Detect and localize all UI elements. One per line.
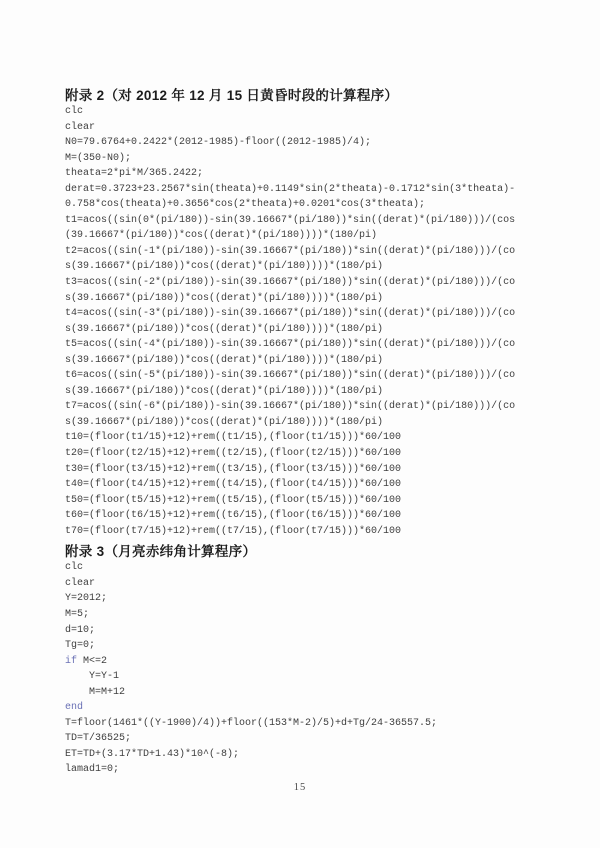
code-line: theata=2*pi*M/365.2422; xyxy=(65,168,204,180)
code-line: if M<=2 xyxy=(65,655,108,667)
code-line: derat=0.3723+23.2567*sin(theata)+0.1149*sin(2*theata)-0.1712*sin(3*theata)- xyxy=(65,183,516,195)
page-number: 15 xyxy=(293,782,307,793)
appendix-3-title: 附录 3（月亮赤纬角计算程序） xyxy=(65,544,257,560)
code-line: (39.16667*(pi/180))*cos((derat)*(pi/180))))*(180/pi) xyxy=(65,230,378,242)
code-line: t3=acos((sin(-2*(pi/180))-sin(39.16667*(pi/180))*sin((derat)*(pi/180)))/(co xyxy=(65,277,516,289)
code-line: ET=TD+(3.17*TD+1.43)*10^(-8); xyxy=(65,748,240,760)
code-line: s(39.16667*(pi/180))*cos((derat)*(pi/180))))*(180/pi) xyxy=(65,261,384,273)
code-line: t6=acos((sin(-5*(pi/180))-sin(39.16667*(pi/180))*sin((derat)*(pi/180)))/(co xyxy=(65,370,516,382)
code-line: clear xyxy=(65,121,96,133)
matlab-keyword: end xyxy=(65,702,84,714)
matlab-keyword: if xyxy=(65,655,78,667)
code-line: s(39.16667*(pi/180))*cos((derat)*(pi/180))))*(180/pi) xyxy=(65,354,384,366)
code-line: M=M+12 xyxy=(65,686,126,698)
code-line: d=10; xyxy=(65,624,96,636)
code-line: t1=acos((sin(0*(pi/180))-sin(39.16667*(pi/180))*sin((derat)*(pi/180)))/(cos xyxy=(65,214,516,226)
code-line: lamad1=0; xyxy=(65,764,120,776)
code-line: t60=(floor(t6/15)+12)+rem((t6/15),(floor(t6/15)))*60/100 xyxy=(65,510,402,522)
code-line: clc xyxy=(65,562,84,574)
code-line: t40=(floor(t4/15)+12)+rem((t4/15),(floor(t4/15)))*60/100 xyxy=(65,479,402,491)
code-line: N0=79.6764+0.2422*(2012-1985)-floor((2012-1985)/4); xyxy=(65,137,372,149)
code-line: clc xyxy=(65,106,84,117)
code-line: s(39.16667*(pi/180))*cos((derat)*(pi/180))))*(180/pi) xyxy=(65,416,384,428)
appendix-2-title: 附录 2（对 2012 年 12 月 15 日黄昏时段的计算程序） xyxy=(65,88,399,103)
code-line: s(39.16667*(pi/180))*cos((derat)*(pi/180))))*(180/pi) xyxy=(65,385,384,397)
code-line: t4=acos((sin(-3*(pi/180))-sin(39.16667*(pi/180))*sin((derat)*(pi/180)))/(co xyxy=(65,308,516,320)
page-content xyxy=(65,87,547,778)
code-line: M=(350-N0); xyxy=(65,152,132,164)
code-line: Y=2012; xyxy=(65,593,108,605)
code-line: t5=acos((sin(-4*(pi/180))-sin(39.16667*(pi/180))*sin((derat)*(pi/180)))/(co xyxy=(65,339,516,351)
appendix-2-code-block xyxy=(65,104,547,539)
code-line: s(39.16667*(pi/180))*cos((derat)*(pi/180))))*(180/pi) xyxy=(65,292,384,304)
appendix-3-code-block xyxy=(65,560,547,778)
code-line: t30=(floor(t3/15)+12)+rem((t3/15),(floor(t3/15)))*60/100 xyxy=(65,463,402,475)
code-line: t7=acos((sin(-6*(pi/180))-sin(39.16667*(pi/180))*sin((derat)*(pi/180)))/(co xyxy=(65,401,516,413)
code-line: t10=(floor(t1/15)+12)+rem((t1/15),(floor(t1/15)))*60/100 xyxy=(65,432,402,444)
code-line: t70=(floor(t7/15)+12)+rem((t7/15),(floor(t7/15)))*60/100 xyxy=(65,525,402,537)
code-line: t2=acos((sin(-1*(pi/180))-sin(39.16667*(pi/180))*sin((derat)*(pi/180)))/(co xyxy=(65,245,516,257)
code-line: t50=(floor(t5/15)+12)+rem((t5/15),(floor(t5/15)))*60/100 xyxy=(65,494,402,506)
code-line: Tg=0; xyxy=(65,640,96,652)
code-line: t20=(floor(t2/15)+12)+rem((t2/15),(floor(t2/15)))*60/100 xyxy=(65,448,402,460)
code-line: clear xyxy=(65,577,96,589)
appendix-2-section xyxy=(65,87,547,539)
code-line: s(39.16667*(pi/180))*cos((derat)*(pi/180))))*(180/pi) xyxy=(65,323,384,335)
code-line: Y=Y-1 xyxy=(65,671,120,683)
code-line: M=5; xyxy=(65,608,90,620)
code-line: 0.758*cos(theata)+0.3656*cos(2*theata)+0.0201*cos(3*theata); xyxy=(65,199,426,211)
code-line xyxy=(65,700,547,716)
appendix-3-section xyxy=(65,543,547,778)
code-line: T=floor(1461*((Y-1900)/4))+floor((153*M-2)/5)+d+Tg/24-36557.5; xyxy=(65,717,438,729)
code-line: TD=T/36525; xyxy=(65,733,132,745)
